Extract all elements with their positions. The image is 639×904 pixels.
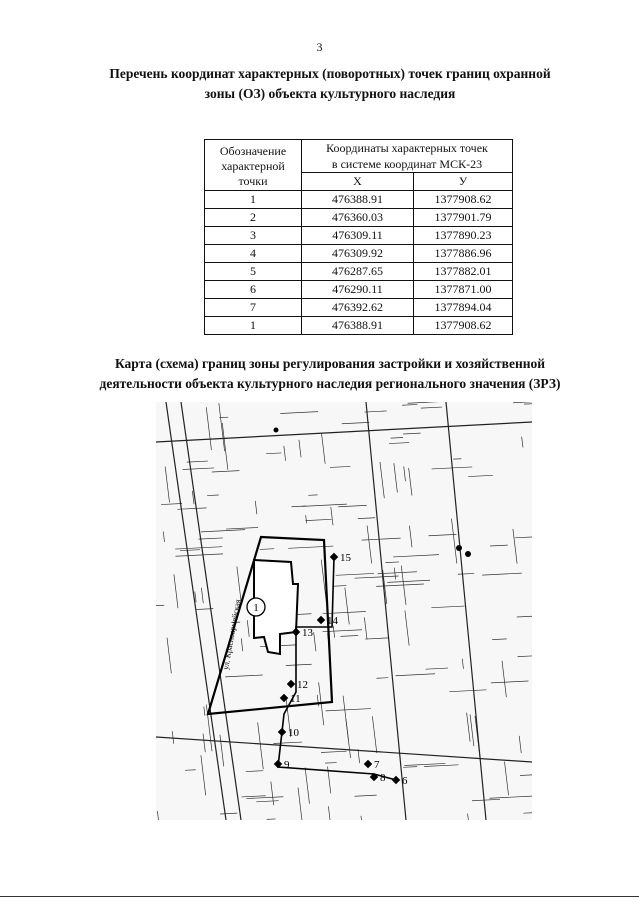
boundary-point-label: 10 [288,727,299,739]
y-cell: 1377882.01 [414,263,513,281]
boundary-point-label: 11 [290,693,301,705]
y-header: У [414,173,513,191]
x-cell: 476360.03 [302,209,414,227]
table-header-row [205,140,513,173]
coordinates-table [204,139,513,335]
x-cell: 476290.11 [302,281,414,299]
table-row [205,317,513,335]
y-cell: 1377886.96 [414,245,513,263]
point-header [205,140,302,191]
boundary-point-label: 13 [302,627,313,639]
table-row [205,191,513,209]
y-cell: 1377908.62 [414,191,513,209]
boundary-point-label: 6 [402,775,408,787]
header-line: в системе координат МСК-23 [331,157,483,171]
y-cell: 1377908.62 [414,317,513,335]
street-label: ул. Красноармейская [221,598,243,671]
x-cell: 476388.91 [302,191,414,209]
x-cell: 476392.62 [302,299,414,317]
map-background [156,402,532,820]
x-cell: 476309.92 [302,245,414,263]
header-line: Обозначение [219,143,287,158]
footer-rule [0,896,639,897]
y-cell: 1377894.04 [414,299,513,317]
boundary-point-label: 15 [340,552,351,564]
y-cell: 1377890.23 [414,227,513,245]
table-row [205,263,513,281]
heading-line: Перечень координат характерных (поворотных) точек границ охранной [109,66,551,81]
boundary-point-label: 14 [327,615,338,627]
point-cell: 4 [205,245,302,263]
coordinates-header [302,140,513,173]
heading-coordinates-list [30,64,630,104]
x-cell: 476388.91 [302,317,414,335]
point-cell: 7 [205,299,302,317]
x-cell: 476287.65 [302,263,414,281]
x-header: X [302,173,414,191]
table-row [205,281,513,299]
table-row [205,227,513,245]
header-line: точки [238,173,268,188]
point-cell: 1 [205,191,302,209]
point-cell: 2 [205,209,302,227]
boundary-point-label: 12 [297,679,308,691]
x-cell: 476309.11 [302,227,414,245]
point-cell: 1 [205,317,302,335]
page-number: 3 [316,40,323,54]
header-line: Координаты характерных точек [326,141,488,155]
object-label: 1 [253,602,259,614]
table-row [205,209,513,227]
point-cell: 3 [205,227,302,245]
point-cell: 6 [205,281,302,299]
y-cell: 1377901.79 [414,209,513,227]
table-row [205,245,513,263]
boundary-point-label: 9 [284,759,290,771]
point-cell: 5 [205,263,302,281]
boundary-point-label: 7 [374,759,380,771]
boundary-point-label: 8 [380,772,386,784]
heading-line: зоны (ОЗ) объекта культурного наследия [204,86,456,101]
y-cell: 1377871.00 [414,281,513,299]
header-line: характерной [221,158,285,173]
table-row [205,299,513,317]
heading-line: Карта (схема) границ зоны регулирования застройки и хозяйственной [114,356,546,371]
boundary-map [156,402,532,820]
heading-line: деятельности объекта культурного наследия регионального значения (ЗРЗ) [99,376,561,391]
heading-map-title [30,354,630,394]
